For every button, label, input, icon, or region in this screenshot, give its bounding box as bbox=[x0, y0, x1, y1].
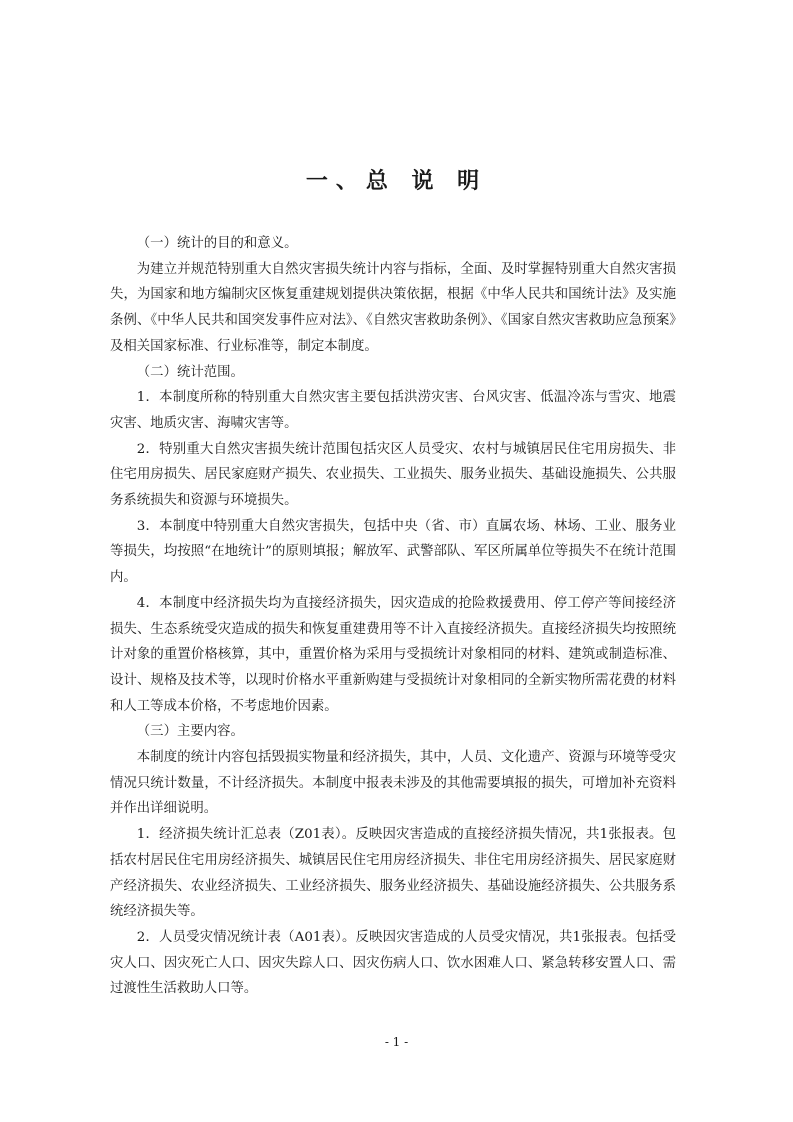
page-number: - 1 - bbox=[384, 1035, 409, 1049]
paragraph: 2．特别重大自然灾害损失统计范围包括灾区人员受灾、农村与城镇居民住宅用房损失、非住宅用房损失、居民家庭财产损失、农业损失、工业损失、服务业损失、基础设施损失、公共服务系统损失和资源与环境损失。 bbox=[110, 441, 676, 509]
subheading-purpose: （一）统计的目的和意义。 bbox=[136, 236, 298, 251]
paragraph: 2．人员受灾情况统计表（A01表）。反映因灾害造成的人员受灾情况，共1张报表。包括受灾人口、因灾死亡人口、因灾失踪人口、因灾伤病人口、饮水困难人口、紧急转移安置人口、需过渡性生活救助人口等。 bbox=[110, 929, 676, 997]
subheading-scope: （二）统计范围。 bbox=[136, 364, 244, 380]
paragraph: 1．经济损失统计汇总表（Z01表）。反映因灾害造成的直接经济损失情况，共1张报表。包括农村居民住宅用房经济损失、城镇居民住宅用房经济损失、非住宅用房经济损失、居民家庭财产经济损失、农业经济损失、工业经济损失、服务业经济损失、基础设施经济损失、公共服务系统经济损失等。 bbox=[110, 827, 676, 920]
section-title: 一、总 说 明 bbox=[305, 168, 488, 194]
subheading-content: （三）主要内容。 bbox=[136, 724, 244, 740]
paragraph: 4．本制度中经济损失均为直接经济损失，因灾造成的抢险救援费用、停工停产等间接经济损失、生态系统受灾造成的损失和恢复重建费用等不计入直接经济损失。直接经济损失均按照统计对象的重置价格核算，其中，重置价格为采用与受损统计对象相同的材料、建筑或制造标准、设计、规格及技术等，以现时价格水平重新购建与受损统计对象相同的全新实物所需花费的材料和人工等成本价格，不考虑地价因素。 bbox=[110, 595, 676, 714]
paragraph: 本制度的统计内容包括毁损实物量和经济损失，其中，人员、文化遗产、资源与环境等受灾情况只统计数量，不计经济损失。本制度中报表未涉及的其他需要填报的损失，可增加补充资料并作出详细说明。 bbox=[110, 750, 676, 817]
body-text bbox=[110, 231, 676, 1002]
paragraph: 1．本制度所称的特别重大自然灾害主要包括洪涝灾害、台风灾害、低温冷冻与雪灾、地震灾害、地质灾害、海啸灾害等。 bbox=[110, 390, 676, 431]
paragraph: 3．本制度中特别重大自然灾害损失，包括中央（省、市）直属农场、林场、工业、服务业等损失，均按照“在地统计”的原则填报；解放军、武警部队、军区所属单位等损失不在统计范围内。 bbox=[110, 518, 676, 586]
paragraph: 为建立并规范特别重大自然灾害损失统计内容与指标，全面、及时掌握特别重大自然灾害损失，为国家和地方编制灾区恢复重建规划提供决策依据，根据《中华人民共和国统计法》及实施条例、《中华人民共和国突发事件应对法》、《自然灾害救助条例》、《国家自然灾害救助应急预案》及相关国家标准、行业标准等，制定本制度。 bbox=[110, 261, 676, 354]
